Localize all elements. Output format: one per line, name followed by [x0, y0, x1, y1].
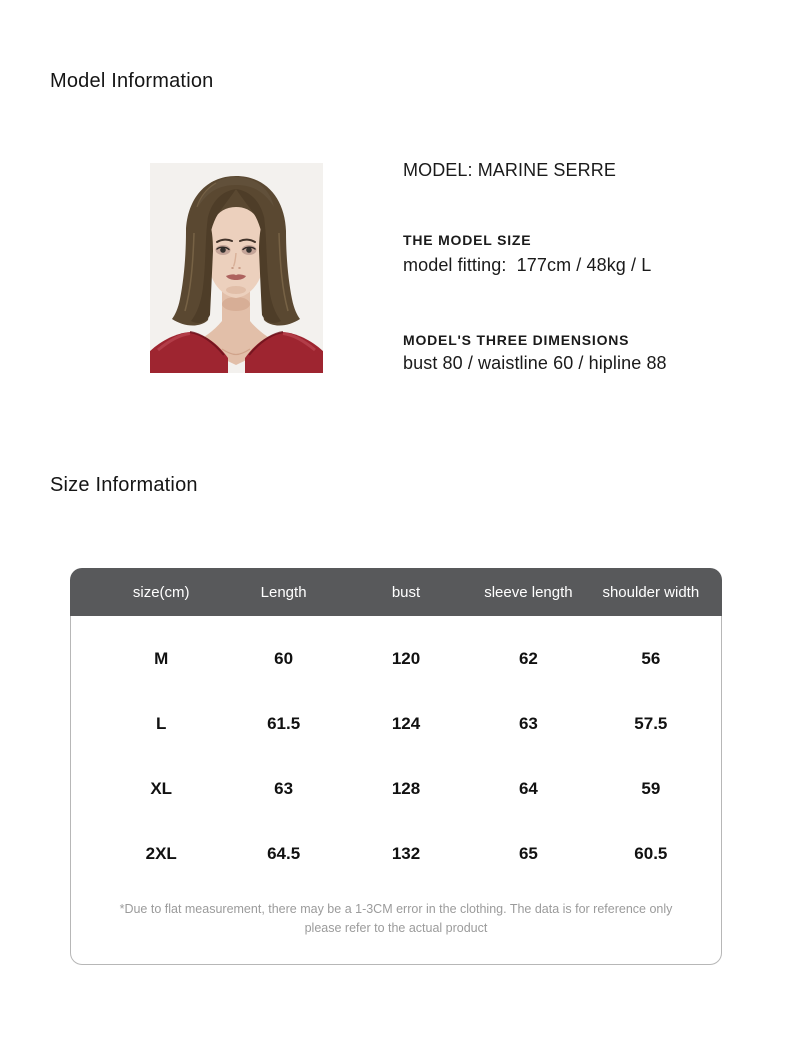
- disclaimer-line-2: please refer to the actual product: [304, 921, 488, 935]
- header-shoulder-width: shoulder width: [602, 583, 700, 601]
- size-table-header-row: [70, 568, 722, 616]
- cell-sleeve-length: 63: [518, 713, 538, 733]
- size-table-body: [70, 616, 722, 965]
- model-portrait-illustration: [150, 163, 323, 373]
- cell-sleeve-length: 65: [518, 843, 538, 863]
- cell-shoulder-width: 59: [641, 778, 661, 798]
- model-information-title: Model Information: [50, 70, 214, 92]
- table-row-xl: [100, 756, 712, 821]
- cell-length: 61.5: [267, 713, 301, 733]
- cell-sleeve-length: 62: [518, 648, 538, 668]
- model-dimensions-label: MODEL'S THREE DIMENSIONS: [403, 332, 630, 348]
- table-row-2xl: [100, 821, 712, 886]
- cell-sleeve-length: 64: [518, 778, 538, 798]
- cell-size: XL: [150, 778, 173, 798]
- cell-shoulder-width: 60.5: [634, 843, 668, 863]
- size-information-title: Size Information: [50, 474, 198, 496]
- model-size-label: THE MODEL SIZE: [403, 232, 532, 248]
- cell-length: 60: [274, 648, 294, 668]
- cell-bust: 132: [391, 843, 421, 863]
- model-fitting-value: model fitting: 177cm / 48kg / L: [403, 255, 652, 275]
- model-photo: [150, 163, 323, 373]
- cell-shoulder-width: 56: [641, 648, 661, 668]
- cell-size: L: [156, 713, 167, 733]
- cell-size: M: [154, 648, 169, 668]
- header-size-cm: size(cm): [132, 583, 190, 601]
- table-row-l: [100, 691, 712, 756]
- header-bust: bust: [391, 583, 421, 601]
- cell-bust: 120: [391, 648, 421, 668]
- cell-bust: 128: [391, 778, 421, 798]
- cell-length: 64.5: [267, 843, 301, 863]
- cell-bust: 124: [391, 713, 421, 733]
- cell-size: 2XL: [145, 843, 177, 863]
- header-length: Length: [260, 583, 307, 601]
- cell-length: 63: [274, 778, 294, 798]
- table-row-m: [100, 626, 712, 691]
- header-sleeve-length: sleeve length: [484, 583, 573, 601]
- size-chart-table: [70, 568, 722, 965]
- cell-shoulder-width: 57.5: [634, 713, 668, 733]
- disclaimer-line-1: *Due to flat measurement, there may be a 1-3CM error in the clothing. The data is for reference only: [119, 902, 673, 916]
- measurement-disclaimer: [71, 900, 721, 938]
- model-name-line: MODEL: MARINE SERRE: [403, 160, 616, 180]
- model-dimensions-value: bust 80 / waistline 60 / hipline 88: [403, 353, 667, 373]
